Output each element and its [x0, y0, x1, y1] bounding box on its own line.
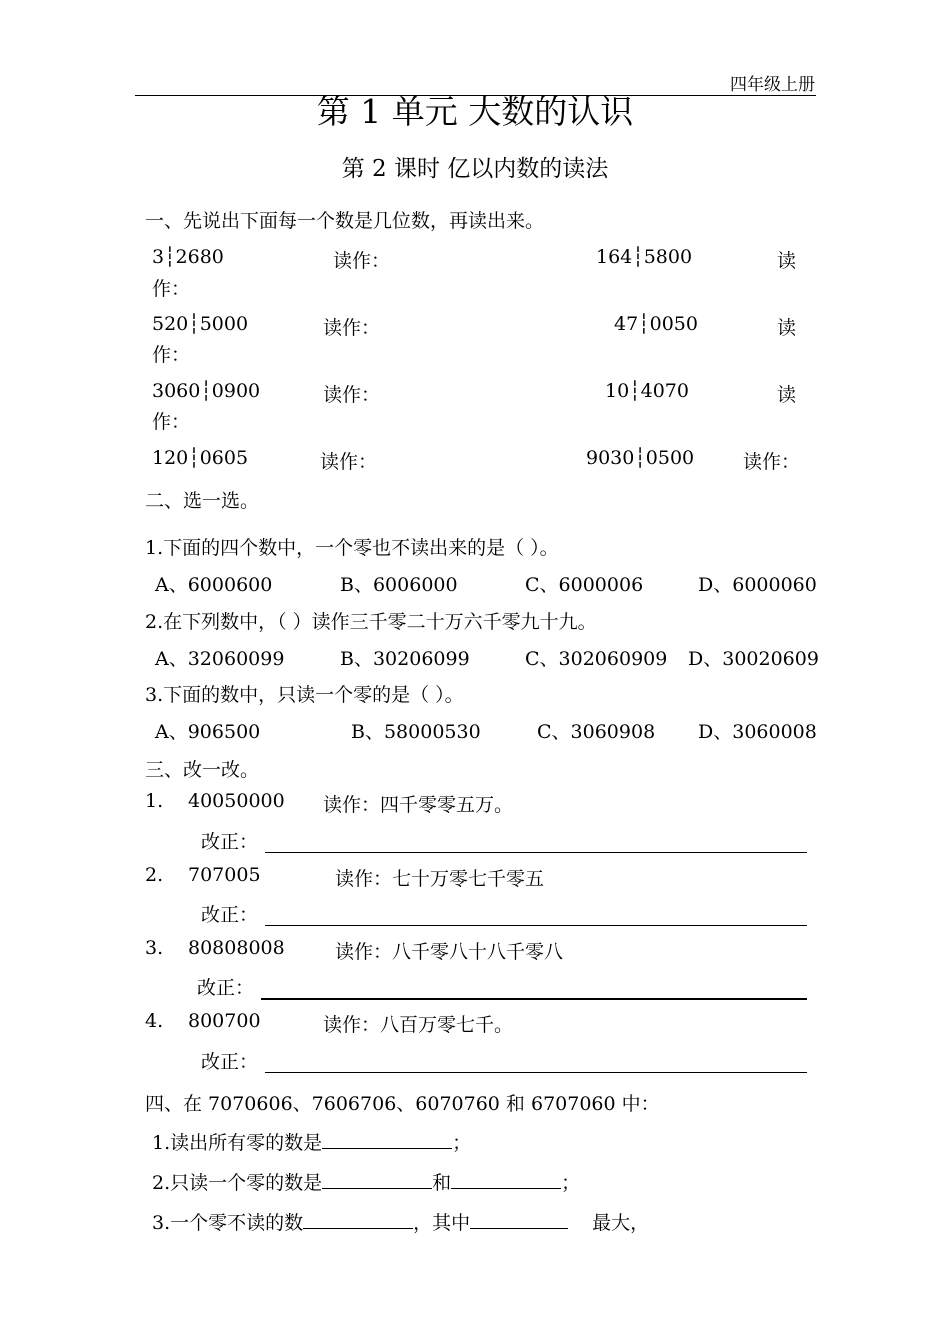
read-label: 读	[777, 384, 797, 406]
option-b: B、6006000	[340, 574, 458, 596]
section-1-heading: 一、先说出下面每一个数是几位数，再读出来。	[145, 210, 545, 232]
question-text: 1.读出所有零的数是	[152, 1132, 323, 1154]
number-left: 3┆2680	[152, 246, 224, 268]
number-right: 9030┆0500	[586, 447, 695, 469]
option-a: A、6000600	[155, 574, 273, 596]
option-b: B、30206099	[340, 648, 470, 670]
given-reading: 读作：八百万零七千。	[323, 1014, 514, 1036]
option-c: C、3060908	[537, 721, 656, 743]
read-label: 读	[777, 250, 797, 272]
option-a: A、32060099	[155, 648, 285, 670]
answer-blank[interactable]	[303, 1208, 413, 1229]
fill-question-2	[152, 1168, 580, 1195]
answer-blank[interactable]	[322, 1168, 432, 1189]
number-left: 520┆5000	[152, 313, 249, 335]
read-label: 作：	[152, 278, 191, 300]
read-label: 读作：	[333, 250, 391, 272]
number-left: 120┆0605	[152, 447, 249, 469]
section-4-heading: 四、在 7070606、7606706、6070760 和 6707060 中：	[145, 1093, 660, 1115]
given-number: 80808008	[188, 937, 285, 959]
correction-label: 改正：	[201, 831, 259, 853]
connector-text: ，其中	[413, 1212, 471, 1234]
question-text: 3.下面的数中，只读一个零的是（ ）。	[145, 684, 464, 706]
question-text: 1.下面的四个数中，一个零也不读出来的是（ ）。	[145, 537, 559, 559]
given-reading: 读作：四千零零五万。	[323, 794, 514, 816]
question-text: 3.一个零不读的数	[152, 1212, 304, 1234]
punctuation: ；	[561, 1172, 581, 1194]
answer-blank[interactable]	[451, 1168, 561, 1189]
correction-line[interactable]	[265, 852, 807, 853]
given-number: 800700	[188, 1010, 261, 1032]
question-text: 2.在下列数中，（ ）读作三千零二十万六千零九十九。	[145, 611, 597, 633]
option-b: B、58000530	[351, 721, 481, 743]
question-text: 2.只读一个零的数是	[152, 1172, 323, 1194]
answer-blank[interactable]	[470, 1208, 568, 1229]
number-right: 10┆4070	[605, 380, 689, 402]
correction-line[interactable]	[265, 1072, 807, 1073]
option-d: D、3060008	[698, 721, 817, 743]
given-number: 40050000	[188, 790, 285, 812]
grade-label: 四年级上册	[730, 75, 815, 95]
read-label: 作：	[152, 344, 191, 366]
option-c: C、6000006	[525, 574, 644, 596]
item-number: 2.	[145, 864, 164, 886]
number-left: 3060┆0900	[152, 380, 261, 402]
option-a: A、906500	[155, 721, 261, 743]
read-label: 读作：	[323, 317, 381, 339]
given-reading: 读作：七十万零七千零五	[335, 868, 545, 890]
item-number: 3.	[145, 937, 164, 959]
correction-line[interactable]	[265, 925, 807, 926]
correction-line[interactable]	[261, 998, 807, 1000]
answer-blank[interactable]	[322, 1128, 452, 1149]
correction-label: 改正：	[201, 1051, 259, 1073]
number-right: 164┆5800	[596, 246, 693, 268]
lesson-subtitle: 第 2 课时 亿以内数的读法	[341, 156, 609, 182]
number-right: 47┆0050	[614, 313, 698, 335]
read-label: 读作：	[323, 384, 381, 406]
page-title: 第 1 单元 大数的认识	[316, 92, 634, 131]
option-d: D、6000060	[698, 574, 817, 596]
section-2-heading: 二、选一选。	[145, 490, 260, 512]
fill-question-3	[152, 1208, 649, 1235]
correction-label: 改正：	[201, 904, 259, 926]
item-number: 4.	[145, 1010, 164, 1032]
option-c: C、302060909	[525, 648, 668, 670]
fill-question-1	[152, 1128, 471, 1155]
correction-label: 改正：	[197, 977, 255, 999]
given-number: 707005	[188, 864, 261, 886]
option-d: D、30020609	[688, 648, 819, 670]
question-tail: 最大，	[592, 1212, 650, 1234]
item-number: 1.	[145, 790, 164, 812]
given-reading: 读作：八千零八十八千零八	[335, 941, 564, 963]
read-label: 读	[777, 317, 797, 339]
read-label: 作：	[152, 411, 191, 433]
section-3-heading: 三、改一改。	[145, 759, 260, 781]
read-label: 读作：	[743, 451, 801, 473]
read-label: 读作：	[320, 451, 378, 473]
conjunction: 和	[432, 1172, 452, 1194]
punctuation: ；	[452, 1132, 472, 1154]
